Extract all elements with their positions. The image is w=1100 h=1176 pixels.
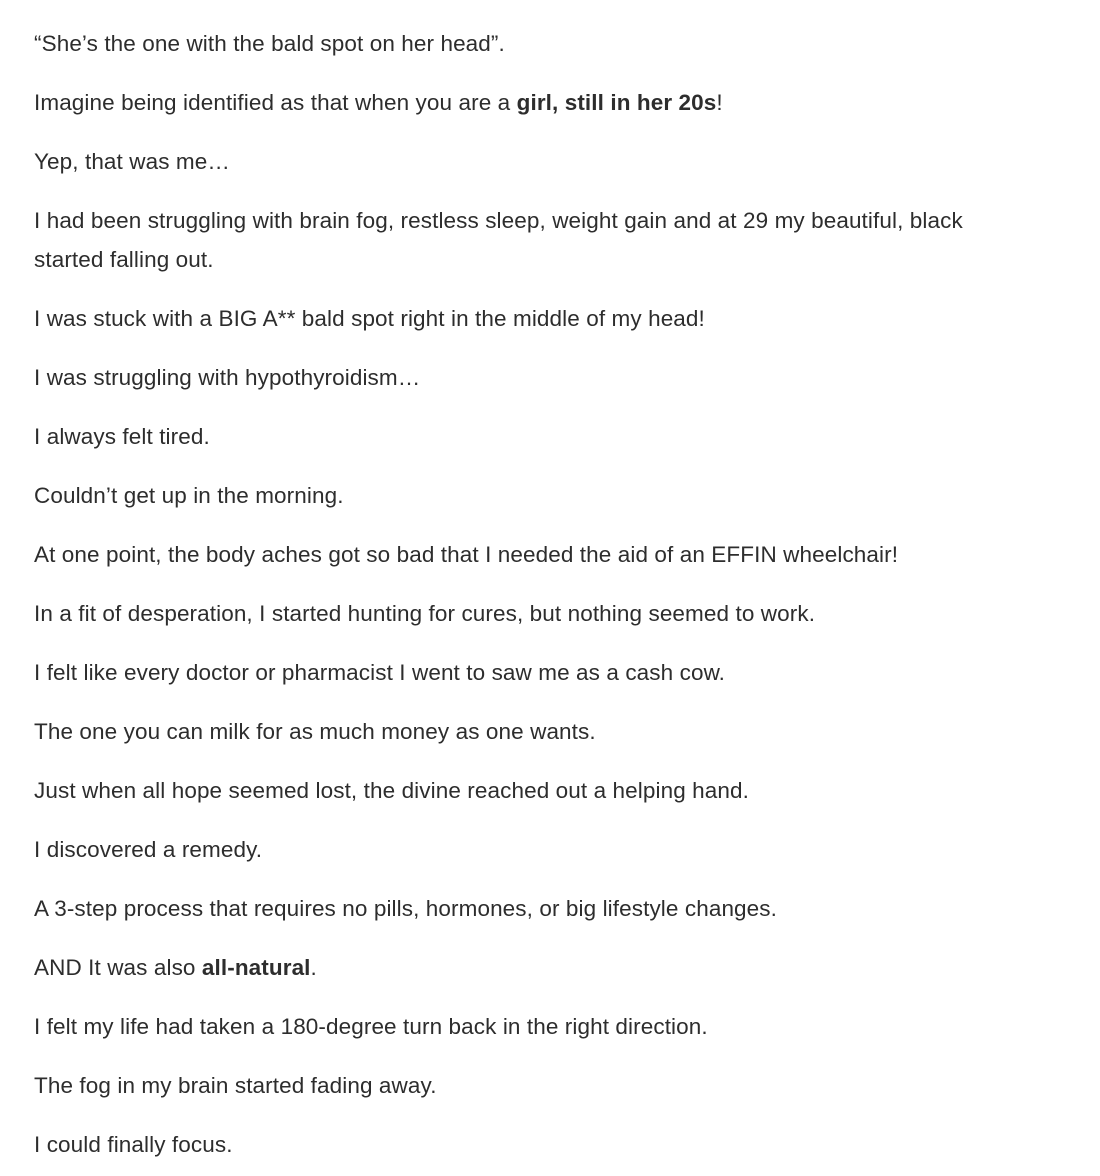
paragraph bbox=[34, 1066, 1100, 1105]
paragraph-line bbox=[34, 358, 1100, 397]
paragraph-line bbox=[34, 830, 1100, 869]
paragraph-line bbox=[34, 299, 1100, 338]
paragraph bbox=[34, 24, 1100, 63]
text-segment: Yep, that was me… bbox=[34, 149, 230, 174]
paragraph-line bbox=[34, 24, 1100, 63]
paragraph-line bbox=[34, 712, 1100, 751]
text-segment: The fog in my brain started fading away. bbox=[34, 1073, 437, 1098]
text-segment: I discovered a remedy. bbox=[34, 837, 263, 862]
bold-text-segment: all-natural bbox=[201, 955, 311, 980]
paragraph-line bbox=[34, 240, 1100, 279]
paragraph-line bbox=[34, 201, 1100, 240]
text-segment: At one point, the body aches got so bad that I needed the aid of an EFFIN wheelchair! bbox=[34, 542, 899, 567]
paragraph-line bbox=[34, 948, 1100, 987]
paragraph-line bbox=[34, 594, 1100, 633]
paragraph-line bbox=[34, 83, 1100, 122]
paragraph-line bbox=[34, 1125, 1100, 1164]
text-segment: . bbox=[310, 955, 317, 980]
paragraph bbox=[34, 358, 1100, 397]
paragraph bbox=[34, 830, 1100, 869]
paragraph-line bbox=[34, 1007, 1100, 1046]
paragraph bbox=[34, 535, 1100, 574]
paragraph bbox=[34, 948, 1100, 987]
paragraph bbox=[34, 889, 1100, 928]
text-segment: Imagine being identified as that when you are a bbox=[34, 90, 517, 115]
text-segment: I was struggling with hypothyroidism… bbox=[34, 365, 421, 390]
text-segment: In a fit of desperation, I started hunting for cures, but nothing seemed to work. bbox=[34, 601, 816, 626]
text-segment: started falling out. bbox=[34, 247, 214, 272]
paragraph-line bbox=[34, 1066, 1100, 1105]
paragraph bbox=[34, 653, 1100, 692]
text-segment: “She’s the one with the bald spot on her head”. bbox=[34, 31, 505, 56]
paragraph bbox=[34, 201, 1100, 279]
paragraph bbox=[34, 771, 1100, 810]
paragraph bbox=[34, 83, 1100, 122]
paragraph-line bbox=[34, 653, 1100, 692]
paragraph-line bbox=[34, 142, 1100, 181]
paragraph-line bbox=[34, 417, 1100, 456]
text-segment: I could finally focus. bbox=[34, 1132, 233, 1157]
paragraph bbox=[34, 142, 1100, 181]
paragraph bbox=[34, 1125, 1100, 1164]
paragraph-line bbox=[34, 889, 1100, 928]
text-segment: I had been struggling with brain fog, restless sleep, weight gain and at 29 my beautiful, black bbox=[34, 208, 963, 233]
paragraph-line bbox=[34, 476, 1100, 515]
paragraph bbox=[34, 417, 1100, 456]
text-segment: Just when all hope seemed lost, the divine reached out a helping hand. bbox=[34, 778, 749, 803]
text-segment: Couldn’t get up in the morning. bbox=[34, 483, 344, 508]
paragraph bbox=[34, 1007, 1100, 1046]
paragraph-line bbox=[34, 771, 1100, 810]
text-segment: I always felt tired. bbox=[34, 424, 210, 449]
text-segment: I felt like every doctor or pharmacist I went to saw me as a cash cow. bbox=[34, 660, 726, 685]
text-segment: I was stuck with a BIG A** bald spot right in the middle of my head! bbox=[34, 306, 705, 331]
paragraph bbox=[34, 476, 1100, 515]
text-segment: ! bbox=[716, 90, 723, 115]
bold-text-segment: girl, still in her 20s bbox=[516, 90, 717, 115]
paragraph bbox=[34, 594, 1100, 633]
text-segment: A 3-step process that requires no pills, hormones, or big lifestyle changes. bbox=[34, 896, 777, 921]
text-segment: I felt my life had taken a 180-degree turn back in the right direction. bbox=[34, 1014, 708, 1039]
text-segment: AND It was also bbox=[34, 955, 202, 980]
text-segment: The one you can milk for as much money as one wants. bbox=[34, 719, 596, 744]
document-body bbox=[34, 24, 1100, 1164]
paragraph bbox=[34, 712, 1100, 751]
paragraph bbox=[34, 299, 1100, 338]
paragraph-line bbox=[34, 535, 1100, 574]
